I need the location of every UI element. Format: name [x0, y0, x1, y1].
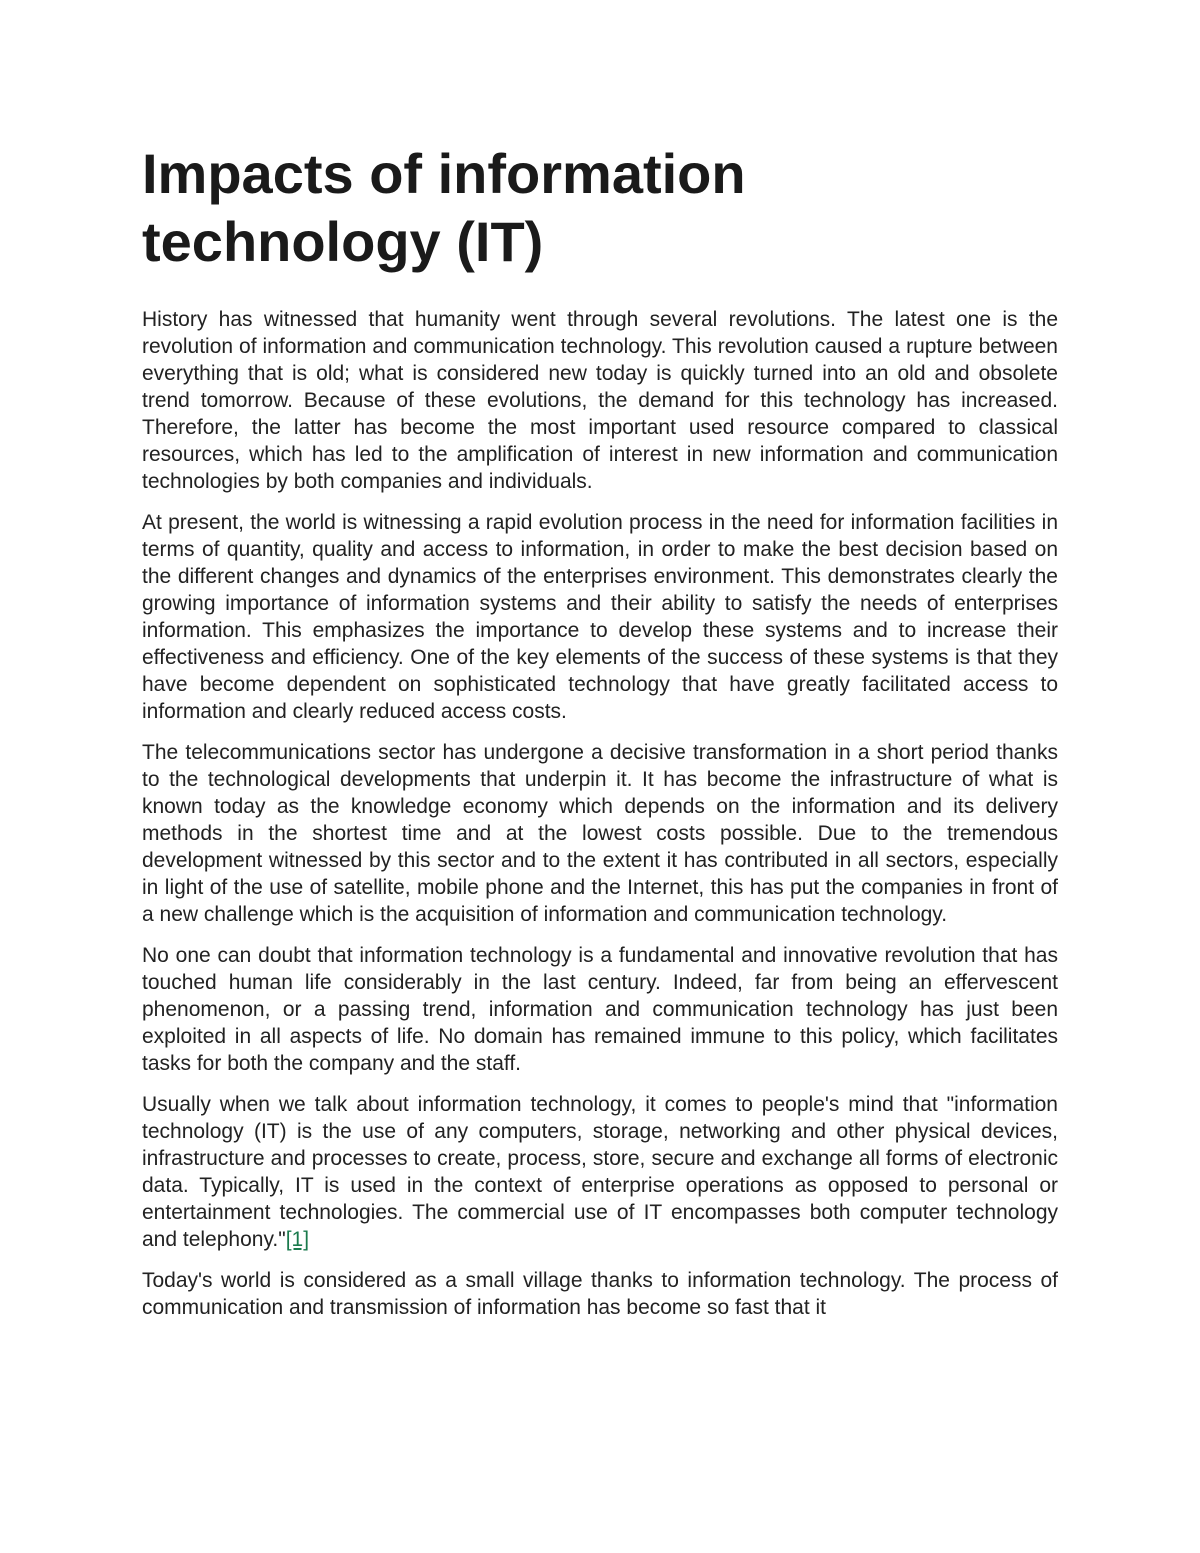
document-page — [142, 140, 1058, 1335]
paragraph-2: At present, the world is witnessing a rapid evolution process in the need for information facilities in terms of quantity, quality and access to information, in order to make the best decision based on the different changes and dynamics of the enterprises environment. This demonstrates clearly the growing importance of information systems and their ability to satisfy the needs of enterprises information. This emphasizes the importance to develop these systems and to increase their effectiveness and efficiency. One of the key elements of the success of these systems is that they have become dependent on sophisticated technology that have greatly facilitated access to information and clearly reduced access costs. — [142, 511, 1058, 723]
footnote-reference-link[interactable]: [1] — [285, 1228, 310, 1251]
document-title: Impacts of information technology (IT) — [142, 142, 746, 273]
paragraph-3: The telecommunications sector has undergone a decisive transformation in a short period thanks to the technological developments that underpin it. It has become the infrastructure of what is known today as the knowledge economy which depends on the information and its delivery methods in the shortest time and at the lowest costs possible. Due to the tremendous development witnessed by this sector and to the extent it has contributed in all sectors, especially in light of the use of satellite, mobile phone and the Internet, this has put the companies in front of a new challenge which is the acquisition of information and communication technology. — [142, 741, 1058, 926]
paragraph-5-text: Usually when we talk about information technology, it comes to people's mind that "information technology (IT) is the use of any computers, storage, networking and other physical devices, infrastructure and processes to create, process, store, secure and exchange all forms of electronic data. Typically, IT is used in the context of enterprise operations as opposed to personal or entertainment technologies. The commercial use of IT encompasses both computer technology and telephony." — [142, 1093, 1058, 1251]
paragraph-5 — [142, 1091, 1058, 1253]
paragraph-6: Today's world is considered as a small village thanks to information technology. The process of communication and transmission of information has become so fast that it — [142, 1269, 1058, 1319]
paragraph-1: History has witnessed that humanity went through several revolutions. The latest one is the revolution of information and communication technology. This revolution caused a rupture between everything that is old; what is considered new today is quickly turned into an old and obsolete trend tomorrow. Because of these evolutions, the demand for this technology has increased. Therefore, the latter has become the most important used resource compared to classical resources, which has led to the amplification of interest in new information and communication technologies by both companies and individuals. — [142, 308, 1058, 493]
paragraph-4: No one can doubt that information technology is a fundamental and innovative revolution that has touched human life considerably in the last century. Indeed, far from being an effervescent phenomenon, or a passing trend, information and communication technology has just been exploited in all aspects of life. No domain has remained immune to this policy, which facilitates tasks for both the company and the staff. — [142, 944, 1058, 1075]
